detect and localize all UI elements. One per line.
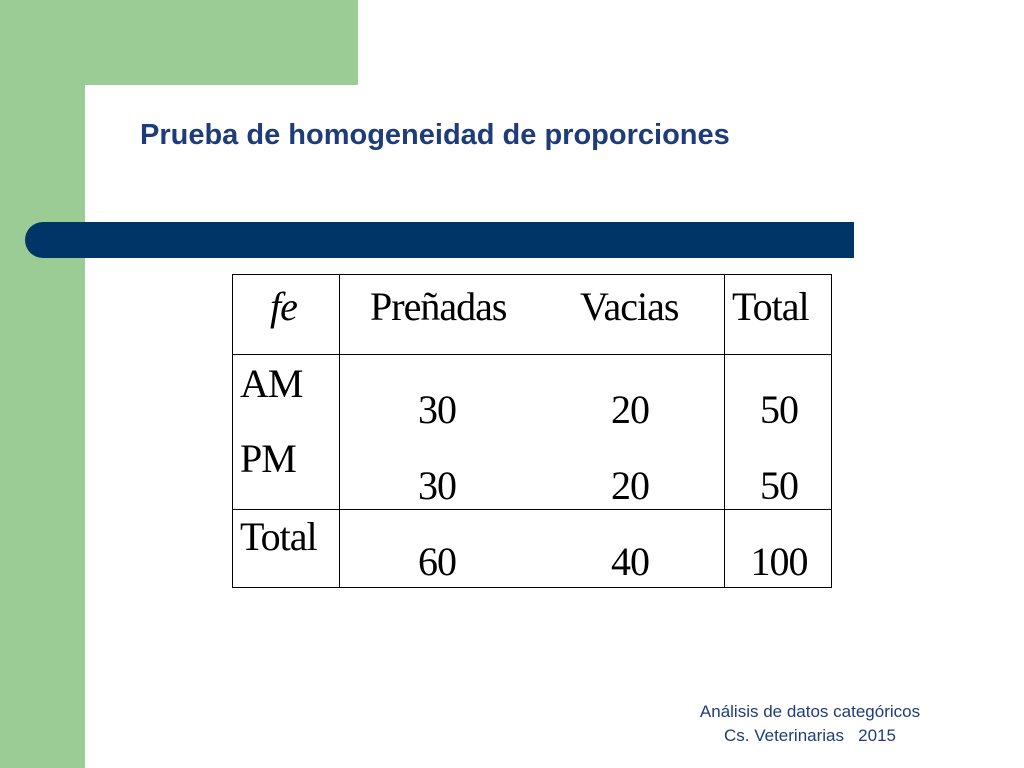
table-divider-total-row: [232, 509, 832, 510]
header-prenadas: Preñadas: [370, 284, 507, 329]
header-total: Total: [732, 284, 809, 329]
left-green-band: [0, 0, 85, 768]
cell-total-vacias: 40: [611, 539, 649, 584]
row-label-pm: PM: [240, 436, 296, 481]
table-divider-header: [232, 354, 832, 355]
footer-course-name: Análisis de datos categóricos: [699, 702, 921, 721]
cell-pm-vacias: 20: [611, 463, 649, 508]
slide-title: Prueba de homogeneidad de proporciones: [140, 119, 730, 151]
cell-pm-total: 50: [760, 463, 798, 508]
top-green-block: [85, 0, 358, 85]
table-divider-label-col: [339, 274, 340, 588]
footer-program-year: Cs. Veterinarias 2015: [724, 726, 896, 745]
cell-am-prenadas: 30: [418, 387, 456, 432]
cell-am-total: 50: [760, 387, 798, 432]
table-corner-label: fe: [270, 284, 297, 329]
content-panel-corner: [85, 85, 145, 145]
slide-footer: [660, 700, 960, 748]
row-label-total: Total: [240, 514, 317, 559]
table-divider-total-col: [724, 274, 725, 588]
title-divider-bar: [25, 222, 854, 258]
header-vacias: Vacias: [580, 284, 679, 329]
cell-am-vacias: 20: [611, 387, 649, 432]
contingency-table: [232, 274, 832, 588]
cell-grand-total: 100: [750, 539, 808, 584]
cell-total-prenadas: 60: [418, 539, 456, 584]
row-label-am: AM: [240, 361, 303, 406]
cell-pm-prenadas: 30: [418, 463, 456, 508]
